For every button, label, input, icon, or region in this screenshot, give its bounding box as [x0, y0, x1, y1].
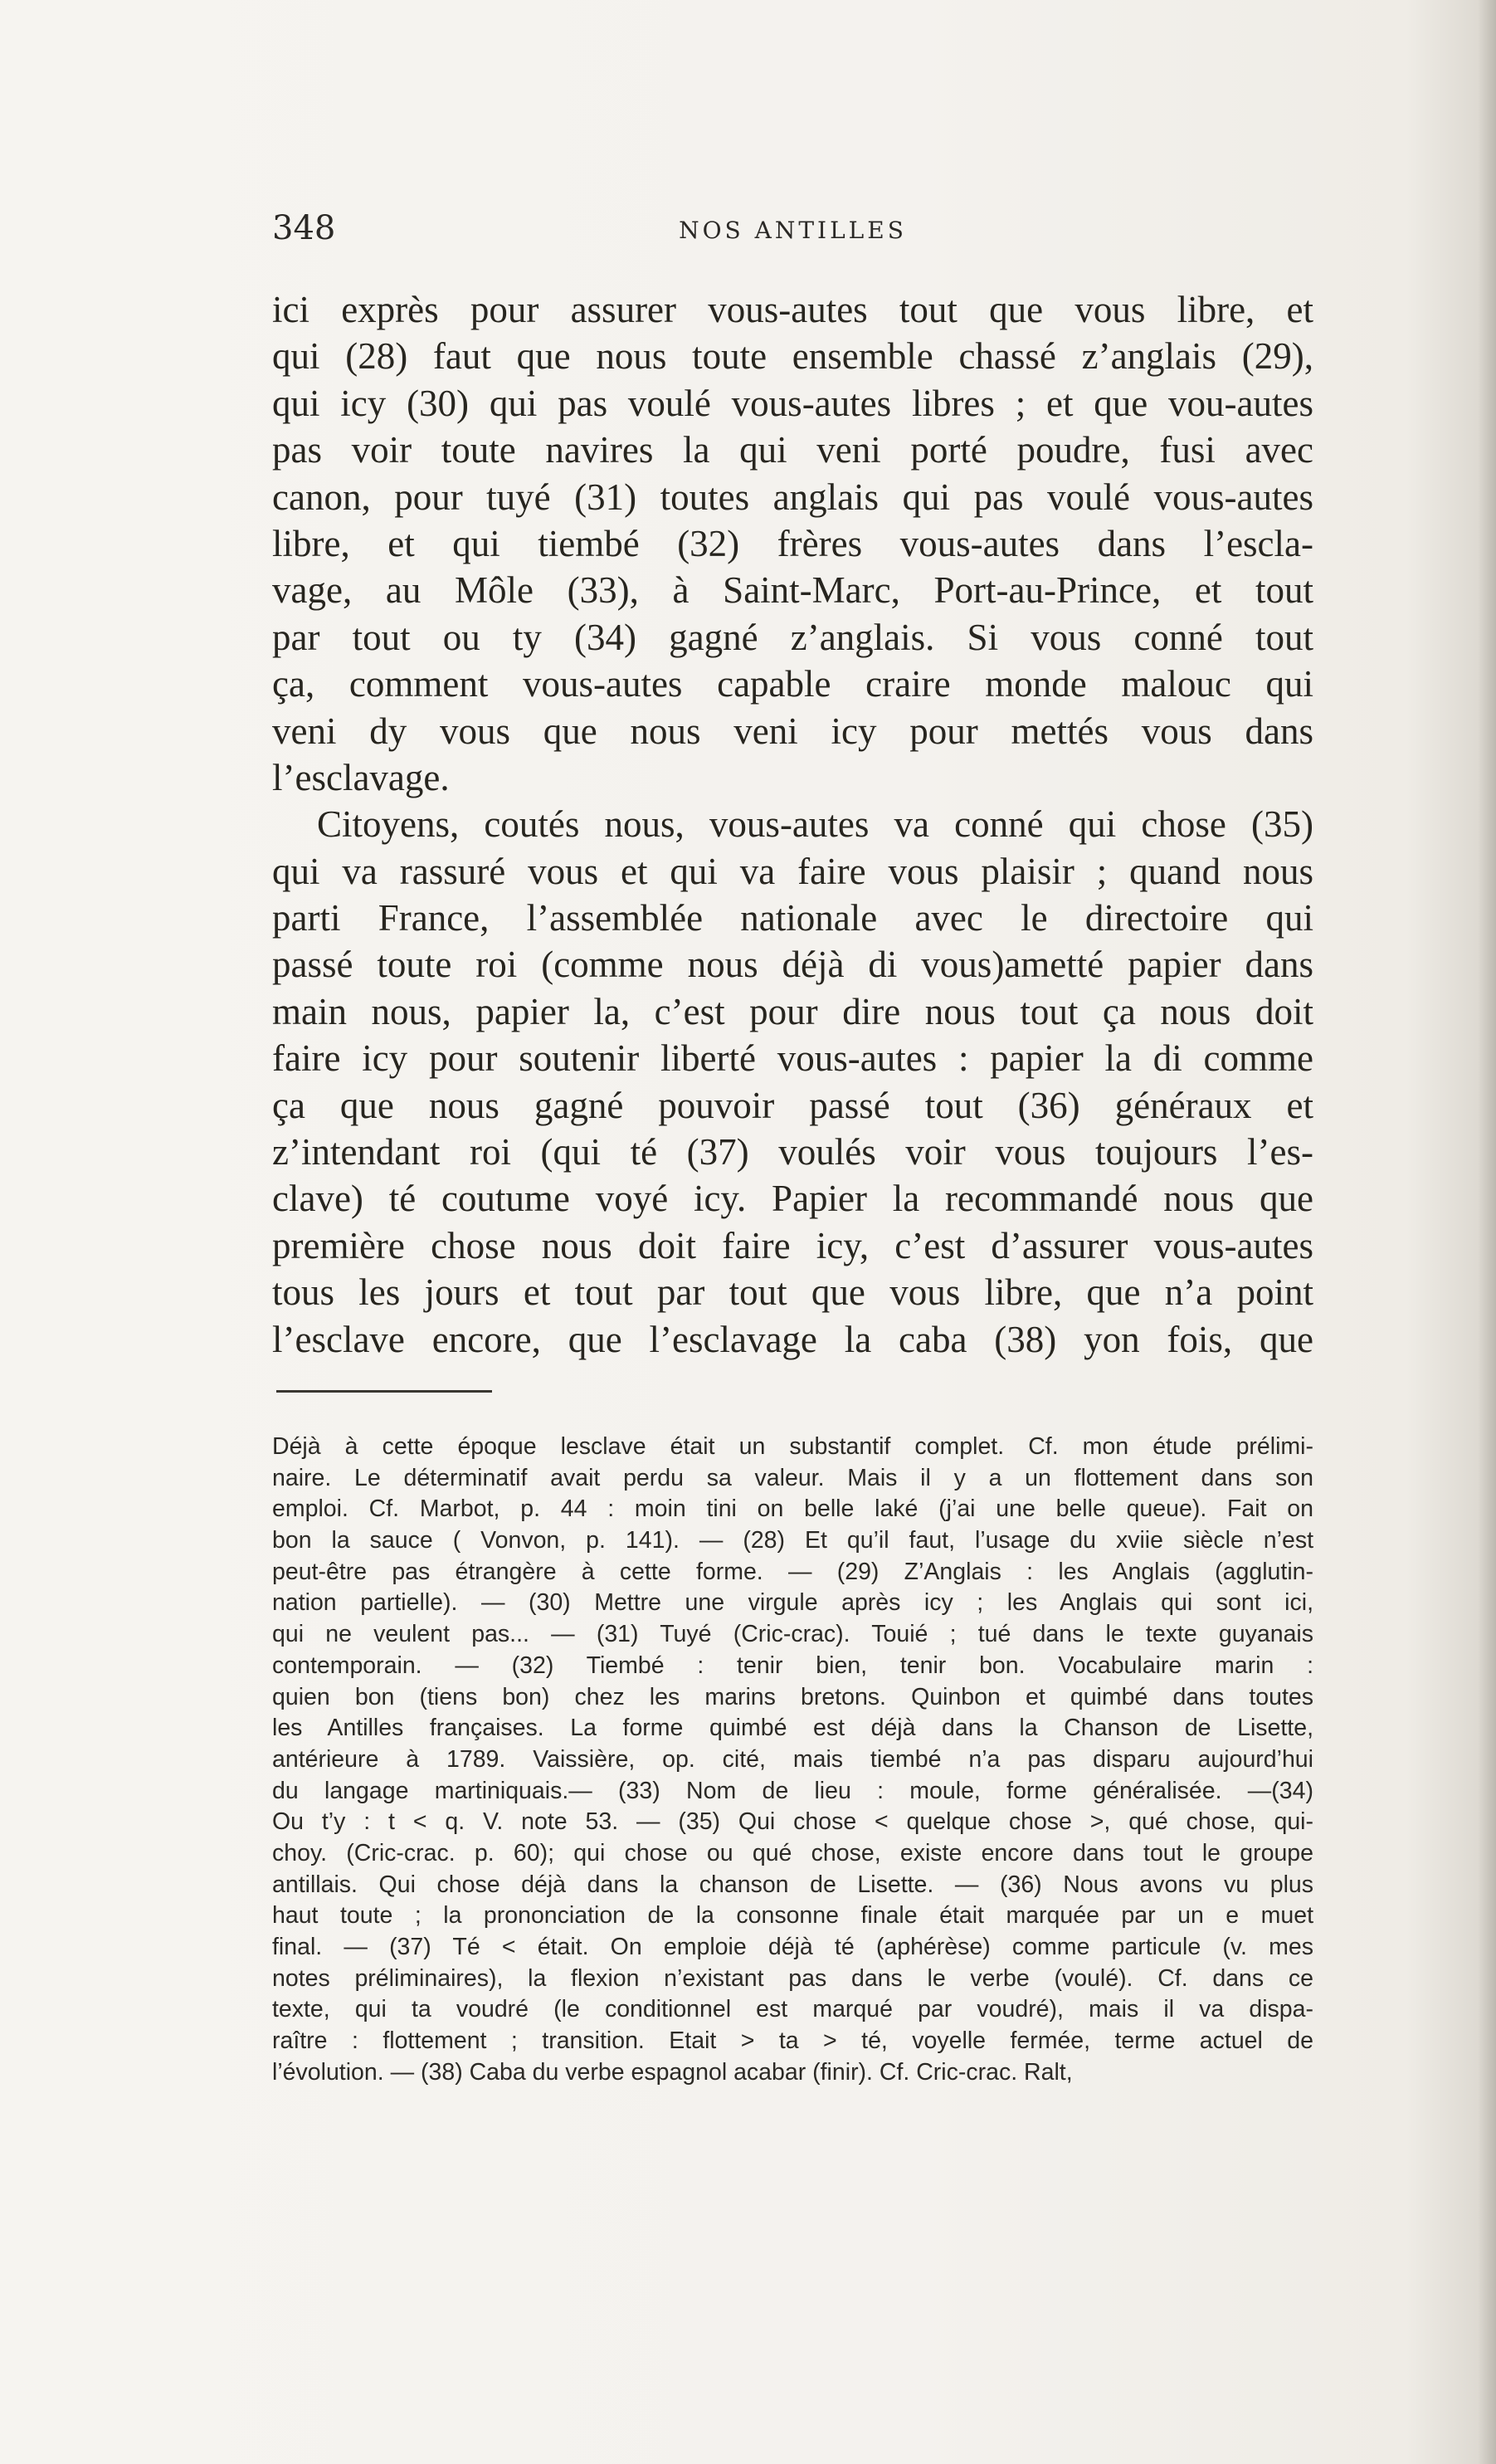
body-line: ici exprès pour assurer vous-autes tout que vous libre, et [272, 289, 1313, 330]
body-line: ça, comment vous-autes capable craire monde malouc qui [272, 663, 1313, 705]
footnote-line: emploi. Cf. Marbot, p. 44 : moin tini on belle laké (j’ai une belle queue). Fait on [272, 1495, 1313, 1523]
body-line: l’esclavage. [272, 756, 450, 798]
body-line: pas voir toute navires la qui veni porté poudre, fusi avec [272, 429, 1313, 471]
body-line: passé toute roi (comme nous déjà di vous)ametté papier dans [272, 944, 1313, 986]
running-title: NOS ANTILLES [679, 217, 907, 244]
body-line: l’esclave encore, que l’esclavage la caba (38) yon fois, que [272, 1318, 1313, 1360]
footnote-line: texte, qui ta voudré (le conditionnel est marqué par voudré), mais il va dispa- [272, 1996, 1313, 2023]
footnote-rule [276, 1390, 492, 1393]
body-line: veni dy vous que nous veni icy pour mettés vous dans [272, 710, 1313, 752]
footnote-line: final. — (37) Té < était. On emploie déjà té (aphérèse) comme particule (v. mes [272, 1934, 1313, 1960]
footnote-line: du langage martiniquais.— (33) Nom de lieu : moule, forme généralisée. —(34) [272, 1777, 1313, 1804]
footnote-line: haut toute ; la prononciation de la consonne finale était marquée par un e muet [272, 1902, 1313, 1930]
body-line: qui icy (30) qui pas voulé vous-autes libres ; et que vou-autes [272, 382, 1313, 424]
footnote-line: naire. Le déterminatif avait perdu sa valeur. Mais il y a un flottement dans son [272, 1464, 1313, 1491]
body-line: Citoyens, coutés nous, vous-autes va conné qui chose (35) [317, 803, 1313, 846]
body-line: faire icy pour soutenir liberté vous-autes : papier la di comme [272, 1037, 1313, 1080]
footnote-line: bon la sauce ( Vonvon, p. 141). — (28) Et qu’il faut, l’usage du xviie siècle n’est [272, 1527, 1313, 1554]
footnote-line: peut-être pas étrangère à cette forme. — (29) Z’Anglais : les Anglais (agglutin- [272, 1558, 1313, 1585]
footnotes [272, 1432, 1313, 2088]
footnote-line: qui ne veulent pas... — (31) Tuyé (Cric-crac). Touié ; tué dans le texte guyanais [272, 1621, 1313, 1648]
body-line: libre, et qui tiembé (32) frères vous-autes dans l’escla- [272, 522, 1313, 564]
body-line: qui (28) faut que nous toute ensemble chassé z’anglais (29), [272, 335, 1313, 378]
body-line: vage, au Môle (33), à Saint-Marc, Port-au-Prince, et tout [272, 569, 1313, 612]
body-line: par tout ou ty (34) gagné z’anglais. Si vous conné tout [272, 616, 1313, 658]
body-line: clave) té coutume voyé icy. Papier la recommandé nous que [272, 1178, 1313, 1220]
body-line: z’intendant roi (qui té (37) voulés voir vous toujours l’es- [272, 1131, 1313, 1173]
body-line: première chose nous doit faire icy, c’est d’assurer vous-autes [272, 1224, 1313, 1266]
page-edge-shadow [1478, 0, 1496, 2464]
page-header [272, 207, 1313, 249]
footnote-line: raître : flottement ; transition. Etait > ta > té, voyelle fermée, terme actuel de [272, 2027, 1313, 2055]
footnote-line: antérieure à 1789. Vaissière, op. cité, mais tiembé n’a pas disparu aujourd’hui [272, 1745, 1313, 1773]
body-line: tous les jours et tout par tout que vous libre, que n’a point [272, 1271, 1313, 1314]
footnote-line: notes préliminaires), la flexion n’existant pas dans le verbe (voulé). Cf. dans ce [272, 1964, 1313, 1992]
footnote-line: choy. (Cric-crac. p. 60); qui chose ou qué chose, existe encore dans tout le groupe [272, 1839, 1313, 1866]
footnote-line: Déjà à cette époque lesclave était un substantif complet. Cf. mon étude prélimi- [272, 1433, 1313, 1460]
footnote-line: l’évolution. — (38) Caba du verbe espagnol acabar (finir). Cf. Cric-crac. Ralt, [272, 2058, 1073, 2086]
footnote-line: nation partielle). — (30) Mettre une virgule après icy ; les Anglais qui sont ici, [272, 1589, 1313, 1617]
footnote-line: contemporain. — (32) Tiembé : tenir bien, tenir bon. Vocabulaire marin : [272, 1652, 1313, 1679]
body-text [272, 286, 1313, 1363]
footnote-line: Ou t’y : t < q. V. note 53. — (35) Qui chose < quelque chose >, qué chose, qui- [272, 1808, 1313, 1836]
body-line: qui va rassuré vous et qui va faire vous plaisir ; quand nous [272, 850, 1313, 892]
body-line: ça que nous gagné pouvoir passé tout (36) généraux et [272, 1084, 1313, 1126]
footnote-line: antillais. Qui chose déjà dans la chanson de Lisette. — (36) Nous avons vu plus [272, 1871, 1313, 1898]
body-line: main nous, papier la, c’est pour dire nous tout ça nous doit [272, 990, 1313, 1032]
body-line: parti France, l’assemblée nationale avec le directoire qui [272, 897, 1313, 939]
page-number: 348 [272, 209, 336, 247]
footnote-line: les Antilles françaises. La forme quimbé est déjà dans la Chanson de Lisette, [272, 1715, 1313, 1742]
footnote-line: quien bon (tiens bon) chez les marins bretons. Quinbon et quimbé dans toutes [272, 1683, 1313, 1710]
body-line: canon, pour tuyé (31) toutes anglais qui pas voulé vous-autes [272, 476, 1313, 518]
